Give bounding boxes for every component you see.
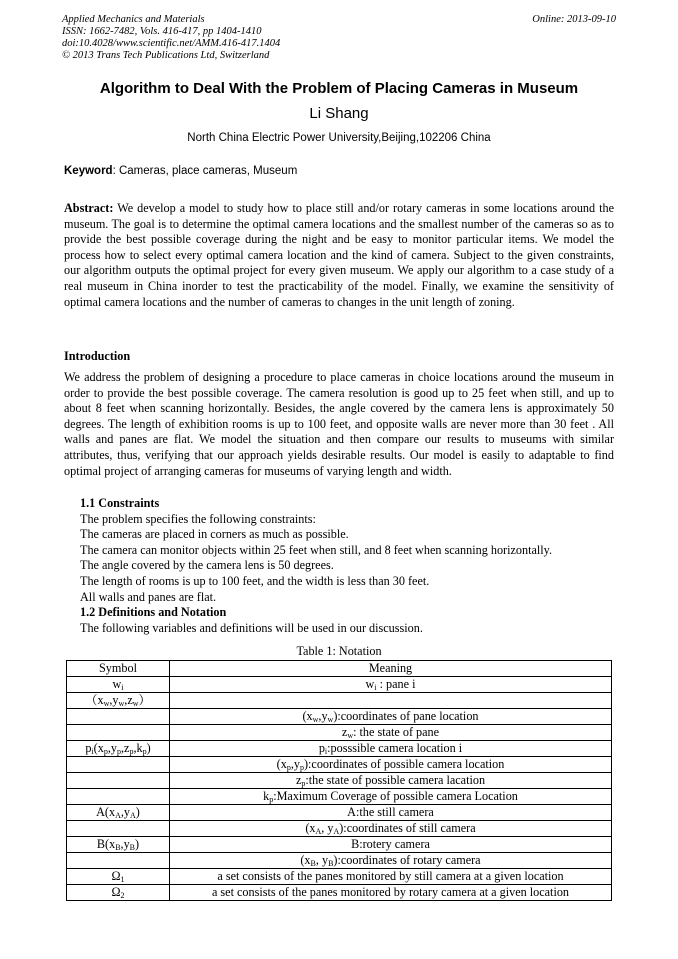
- online-date: Online: 2013-09-10: [532, 14, 616, 25]
- symbol-cell: [67, 821, 170, 837]
- table-row: [67, 741, 612, 757]
- meaning-cell: $k_p:Maximum$ Coverage of possible camera Location: [170, 789, 612, 805]
- meaning-cell: $p_i:posssible$ camera location i: [170, 741, 612, 757]
- meaning-cell: $(x_p,y_p):coordinates$ of possible camera location: [170, 757, 612, 773]
- meaning-cell: $z_p:the$ state of possible camera lacation: [170, 773, 612, 789]
- constraint-line: All walls and panes are flat.: [80, 589, 217, 604]
- meaning-cell: ($x_A$, $y_A):coordinates$ of still camera: [170, 821, 612, 837]
- notation-table: [66, 660, 612, 901]
- constraint-line: The camera can monitor objects within 25 feet when still, and 8 feet when scanning horizontally.: [80, 542, 553, 557]
- meaning-cell: [170, 693, 612, 709]
- table-caption: Table 1: Notation: [296, 644, 382, 658]
- abstract: [64, 201, 614, 310]
- doi-line: doi:10.4028/www.scientific.net/AMM.416-417.1404: [62, 38, 281, 49]
- meaning-cell: $z_w$: the state of pane: [170, 725, 612, 741]
- constraint-line: The cameras are placed in corners as much as possible.: [80, 527, 349, 542]
- constraints-section: [80, 496, 620, 636]
- symbol-cell: $\Omega_2$: [67, 885, 170, 901]
- meaning-cell: A:the still camera: [170, 805, 612, 821]
- journal-header: [62, 14, 280, 62]
- table-row: [67, 693, 612, 709]
- definitions-intro: The following variables and definitions will be used in our discussion.: [80, 620, 423, 635]
- symbol-cell: $w_i$: [67, 677, 170, 693]
- keywords: [64, 165, 297, 177]
- table-row: [67, 757, 612, 773]
- introduction-text: We address the problem of designing a procedure to place cameras in choice locations around the museum in order to provide the best possible coverage. The camera resolution is good up to 25 feet when still, and up to about 8 feet when scanning horizontally. Besides, the angle covered by the camera lens is approximately 50 degrees. The length of exhibition rooms is up to 100 feet, and opposite walls are never more than 30 feet . All walls and panes are flat. We model the situation and then compare our results to museums with similar attributes, thus, verifying that our approach yields desirable results. Our model is easily to adaptable to find optimal project of arranging cameras for museums of varying length and width.: [64, 370, 614, 478]
- table-header-row: [67, 661, 612, 677]
- table-row: [67, 677, 612, 693]
- keyword-text: : Cameras, place cameras, Museum: [112, 165, 298, 177]
- author-name: Li Shang: [309, 105, 369, 122]
- symbol-cell: [67, 725, 170, 741]
- symbol-cell: $\Omega_1$: [67, 869, 170, 885]
- table-row: [67, 853, 612, 869]
- author-affiliation: North China Electric Power University,Beijing,102206 China: [187, 132, 491, 144]
- constraint-line: The problem specifies the following constraints:: [80, 511, 316, 526]
- issn-line: ISSN: 1662-7482, Vols. 416-417, pp 1404-1410: [62, 26, 262, 37]
- meaning-cell: $w_i$ : pane i: [170, 677, 612, 693]
- introduction-heading: Introduction: [64, 349, 131, 363]
- symbol-cell: $p_i(x_p,y_p,z_p,k_p)$: [67, 741, 170, 757]
- column-header-meaning: Meaning: [170, 661, 612, 677]
- symbol-cell: [67, 853, 170, 869]
- meaning-cell: a set consists of the panes monitored by still camera at a given location: [170, 869, 612, 885]
- paper-title: Algorithm to Deal With the Problem of Placing Cameras in Museum: [99, 80, 579, 97]
- constraint-line: The angle covered by the camera lens is 50 degrees.: [80, 558, 334, 573]
- table-row: [67, 821, 612, 837]
- table-row: [67, 725, 612, 741]
- abstract-label: Abstract:: [64, 201, 114, 215]
- symbol-cell: $A(x_A,y_A)$: [67, 805, 170, 821]
- meaning-cell: a set consists of the panes monitored by rotary camera at a given location: [170, 885, 612, 901]
- keyword-label: Keyword: [64, 165, 113, 177]
- meaning-cell: $(x_w,y_w):coordinates$ of pane location: [170, 709, 612, 725]
- symbol-cell: [67, 789, 170, 805]
- table-row: [67, 885, 612, 901]
- symbol-cell: $(x_w,y_w,z_w)$: [67, 693, 170, 709]
- table-row: [67, 805, 612, 821]
- constraints-heading: 1.1 Constraints: [80, 496, 160, 510]
- symbol-cell: [67, 773, 170, 789]
- constraint-line: The length of rooms is up to 100 feet, and the width is less than 30 feet.: [80, 573, 430, 588]
- definitions-heading: 1.2 Definitions and Notation: [80, 605, 227, 620]
- meaning-cell: ($x_B$, $y_B):coordinates$ of rotary camera: [170, 853, 612, 869]
- abstract-text: We develop a model to study how to place still and/or rotary cameras in some locations around the museum. The goal is to determine the optimal camera locations and the smallest number of the cameras so as to provide the best possible coverage during the night and be easy to monitor particular items. We model the process how to select every optimal camera location and the kind of camera. Subject to the given constraints, our algorithm outputs the optimal project for every given museum. We apply our algorithm to a case study of a real museum in China inorder to test the practicability of the model. Finally, we examine the sensitivity of optimal camera locations and the number of cameras to changes in the unit length of zoning.: [64, 201, 614, 309]
- journal-name: Applied Mechanics and Materials: [62, 14, 205, 25]
- meaning-cell: B:rotery camera: [170, 837, 612, 853]
- table-row: [67, 837, 612, 853]
- table-row: [67, 869, 612, 885]
- symbol-cell: [67, 757, 170, 773]
- symbol-cell: $B(x_B,y_B)$: [67, 837, 170, 853]
- table-row: [67, 789, 612, 805]
- copyright-line: © 2013 Trans Tech Publications Ltd, Switzerland: [62, 50, 270, 61]
- table-row: [67, 709, 612, 725]
- symbol-cell: [67, 709, 170, 725]
- table-row: [67, 773, 612, 789]
- column-header-symbol: Symbol: [67, 661, 170, 677]
